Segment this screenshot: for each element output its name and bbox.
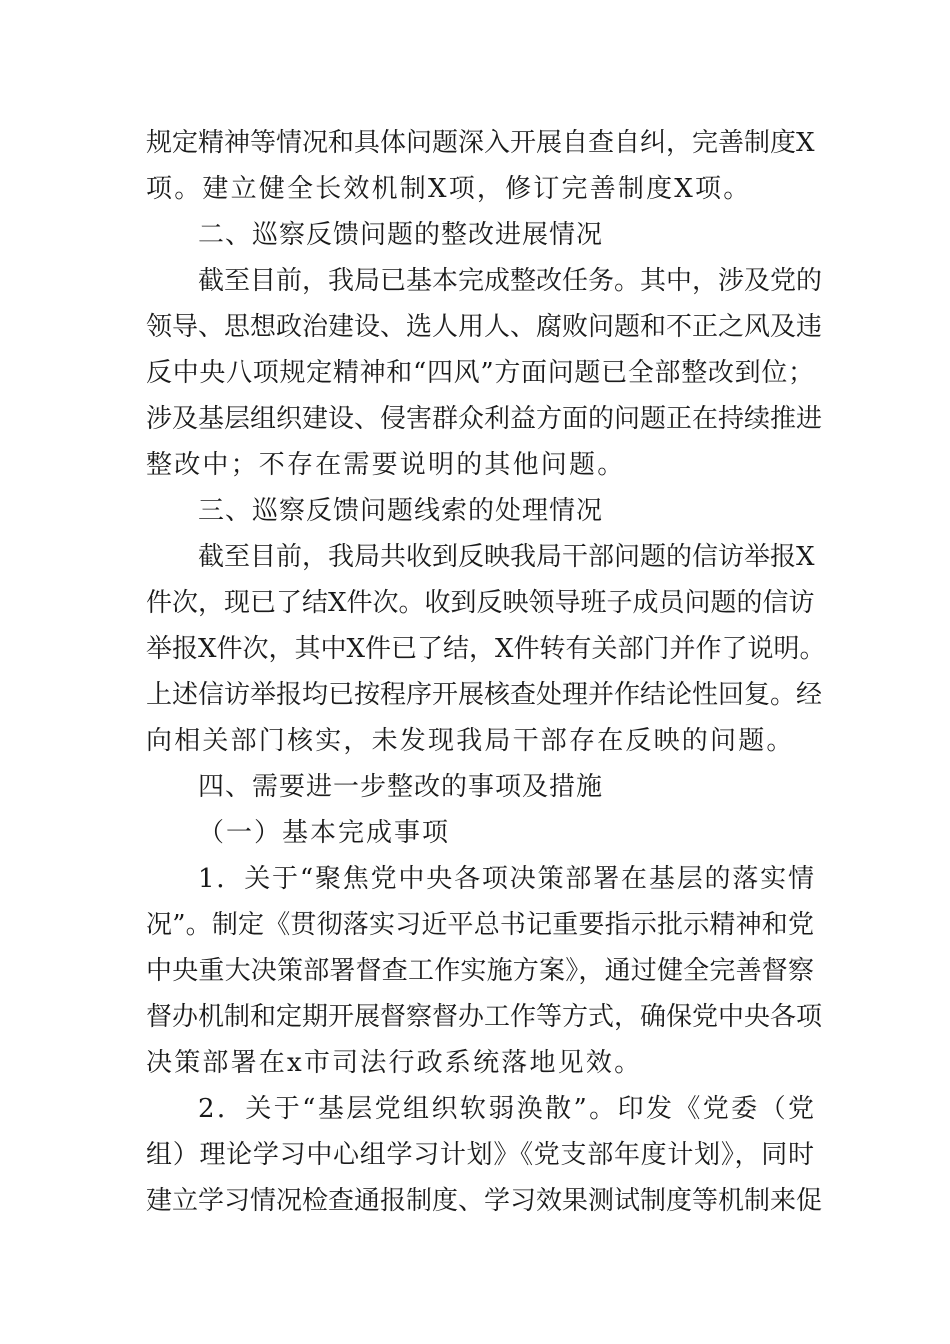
- paragraph-line: 项。建立健全长效机制X项，修订完善制度X项。: [146, 174, 752, 204]
- paragraph-line: 反中央八项规定精神和“四风”方面问题已全部整改到位；: [146, 358, 814, 388]
- paragraph-line: 建立学习情况检查通报制度、学习效果测试制度等机制来促: [146, 1186, 823, 1216]
- paragraph-line: 涉及基层组织建设、侵害群众利益方面的问题正在持续推进: [146, 404, 823, 434]
- paragraph-line: 领导、思想政治建设、选人用人、腐败问题和不正之风及违: [146, 312, 823, 342]
- paragraph-line: 规定精神等情况和具体问题深入开展自查自纠，完善制度X: [146, 128, 815, 158]
- paragraph-line: 督办机制和定期开展督察督办工作等方式，确保党中央各项: [146, 1002, 823, 1032]
- paragraph-line: 上述信访举报均已按程序开展核查处理并作结论性回复。经: [146, 680, 823, 710]
- paragraph-line: 截至目前，我局已基本完成整改任务。其中，涉及党的: [198, 266, 823, 296]
- paragraph-line: 决策部署在x市司法行政系统落地见效。: [146, 1048, 643, 1078]
- paragraph-line: 2．关于“基层党组织软弱涣散”。印发《党委（党: [198, 1094, 814, 1124]
- paragraph-line: 1．关于“聚焦党中央各项决策部署在基层的落实情: [198, 864, 814, 894]
- paragraph-line: 截至目前，我局共收到反映我局干部问题的信访举报X: [198, 542, 815, 572]
- paragraph-line: 向相关部门核实，未发现我局干部存在反映的问题。: [146, 726, 795, 756]
- subsection-heading: （一）基本完成事项: [198, 818, 451, 848]
- paragraph-line: 整改中；不存在需要说明的其他问题。: [146, 450, 626, 480]
- paragraph-line: 组）理论学习中心组学习计划》《党支部年度计划》，同时: [146, 1140, 814, 1170]
- section-heading: 二、巡察反馈问题的整改进展情况: [198, 220, 604, 250]
- paragraph-line: 件次，现已了结X件次。收到反映领导班子成员问题的信访: [146, 588, 815, 618]
- section-heading: 四、需要进一步整改的事项及措施: [198, 772, 604, 802]
- paragraph-line: 中央重大决策部署督查工作实施方案》，通过健全完善督察: [146, 956, 814, 986]
- document-body: [146, 120, 826, 1224]
- section-heading: 三、巡察反馈问题线索的处理情况: [198, 496, 604, 526]
- paragraph-line: 况”。制定《贯彻落实习近平总书记重要指示批示精神和党: [146, 910, 814, 940]
- paragraph-line: 举报X件次，其中X件已了结，X件转有关部门并作了说明。: [146, 634, 826, 664]
